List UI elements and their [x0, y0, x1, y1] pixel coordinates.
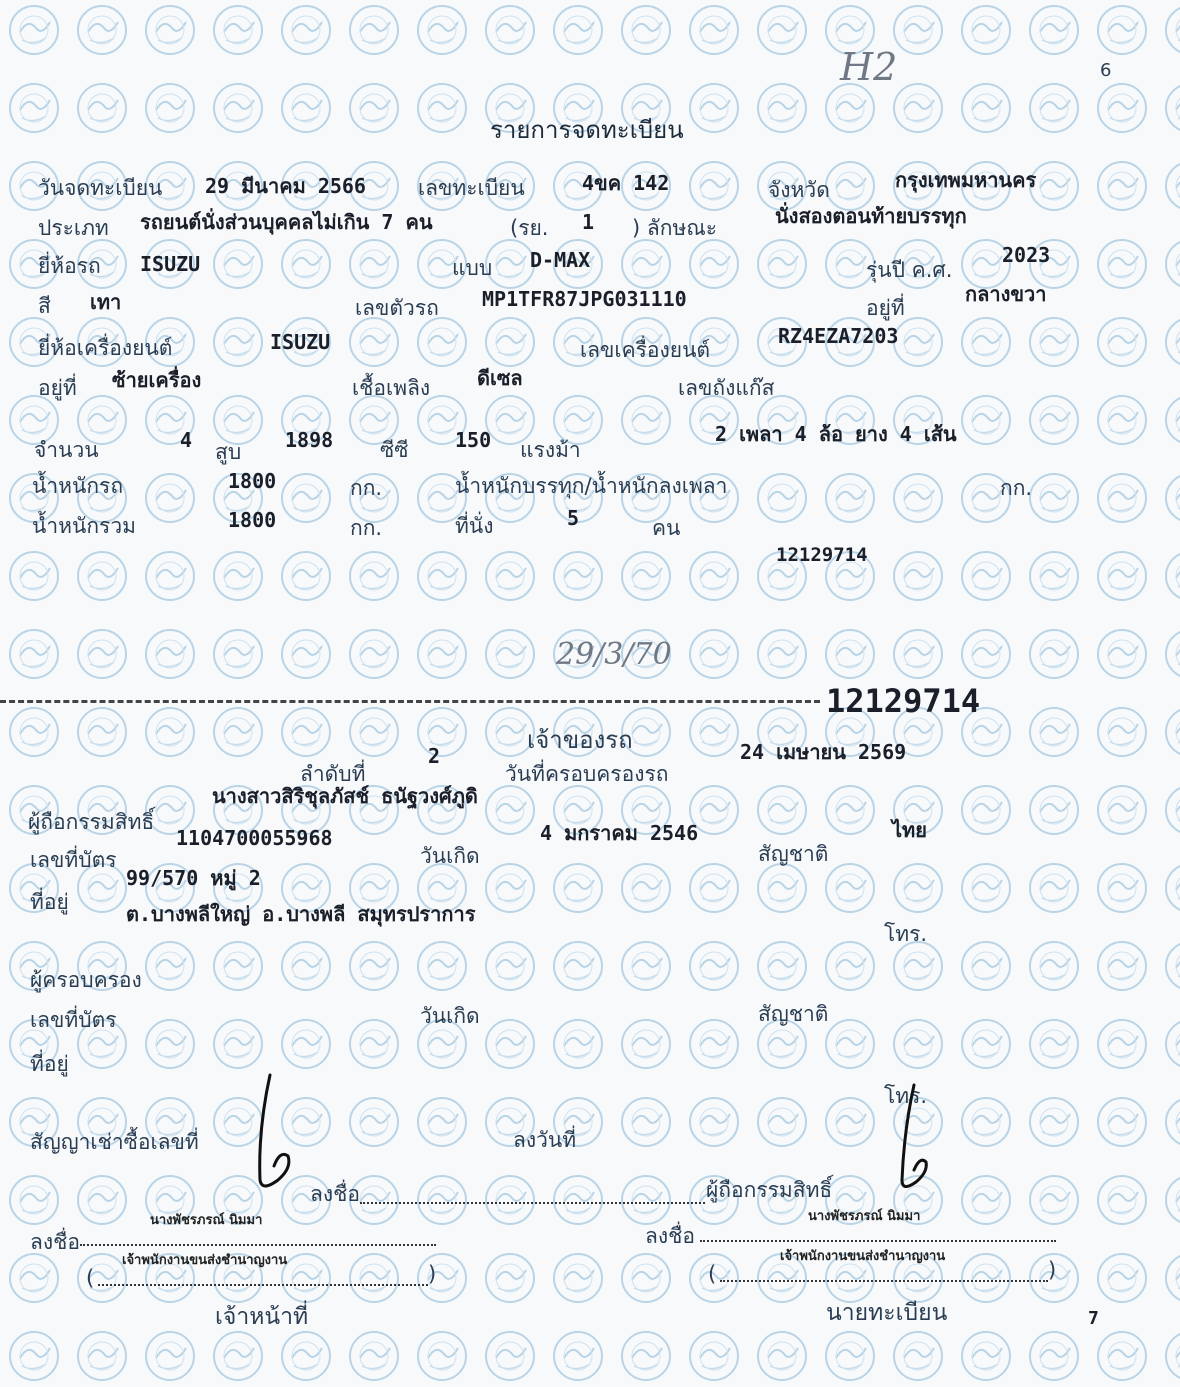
owner-address-label: ที่อยู่ [30, 890, 69, 914]
axles: 2 เพลา 4 ล้อ ยาง 4 เส้น [715, 422, 957, 446]
official-title-right: เจ้าพนักงานขนส่งชำนาญงาน [780, 1249, 946, 1264]
count-label: จำนวน [34, 438, 99, 462]
load-label: น้ำหนักบรรทุก/น้ำหนักลงเพลา [455, 474, 728, 498]
total-weight-label: น้ำหนักรวม [32, 514, 136, 538]
owner-nationality-label: สัญชาติ [758, 842, 829, 866]
owner-address-line1: 99/570 หมู่ 2 [126, 866, 261, 890]
ry-label: (รย. [510, 216, 549, 240]
cc-label: ซีซี [380, 438, 409, 462]
style: นั่งสองตอนท้ายบรรทุก [775, 204, 967, 228]
year-label: รุ่นปี ค.ศ. [866, 258, 953, 282]
cylinders-label: สูบ [215, 440, 242, 464]
owner-address-line2: ต.บางพลีใหญ่ อ.บางพลี สมุทรปราการ [126, 902, 476, 926]
engine-brand-label: ยี่ห้อเครื่องยนต์ [38, 336, 173, 360]
horsepower: 150 [455, 428, 492, 452]
type-label: ประเภท [38, 216, 109, 240]
ry-value: 1 [582, 210, 595, 234]
contract-label: สัญญาเช่าซื้อเลขที่ [30, 1130, 199, 1154]
sign-line-staff [80, 1244, 436, 1246]
engine-number: RZ4EZA7203 [778, 324, 899, 348]
sign-label-registrar: ลงชื่อ [645, 1224, 695, 1248]
paren-line-right [720, 1280, 1048, 1282]
signature-right [888, 1080, 958, 1200]
close-paren-right: ) [1048, 1258, 1057, 1282]
weight-kg: กก. [350, 476, 383, 500]
sequence-number: 2 [428, 744, 441, 768]
weight-label: น้ำหนักรถ [32, 474, 124, 498]
total-weight: 1800 [228, 508, 277, 532]
color: เทา [90, 290, 122, 314]
owner-id-label: เลขที่บัตร [30, 848, 117, 872]
sign-label-staff: ลงชื่อ [30, 1230, 80, 1254]
gas-tank-label: เลขถังแก๊ส [678, 376, 775, 400]
brand-label: ยี่ห้อรถ [38, 254, 101, 278]
seats: 5 [567, 506, 580, 530]
cylinders: 4 [180, 428, 193, 452]
engine-number-label: เลขเครื่องยนต์ [580, 338, 711, 362]
possessor-id-label: เลขที่บัตร [30, 1008, 117, 1032]
contract-date-label: ลงวันที่ [513, 1128, 577, 1152]
owner-heading: เจ้าของรถ [527, 726, 633, 754]
serial-cut: 12129714 [826, 682, 981, 720]
type: รถยนต์นั่งส่วนบุคคลไม่เกิน 7 คน [140, 210, 433, 234]
possession-label: วันที่ครอบครองรถ [505, 762, 669, 786]
open-paren-left: ( [86, 1266, 95, 1290]
owner-id: 1104700055968 [176, 826, 333, 850]
sequence-label: ลำดับที่ [300, 762, 366, 786]
weight: 1800 [228, 469, 277, 493]
possessor-label: ผู้ครอบครอง [30, 968, 142, 992]
fuel-label: เชื้อเพลิง [352, 376, 431, 400]
sign-line-owner [360, 1202, 705, 1204]
model-label: แบบ [452, 256, 493, 280]
registration-date: 29 มีนาคม 2566 [205, 174, 366, 198]
year: 2023 [1002, 243, 1051, 267]
load-kg: กก. [1000, 476, 1033, 500]
owner-dob-label: วันเกิด [420, 844, 480, 868]
owner-label: ผู้ถือกรรมสิทธิ์ [28, 810, 155, 834]
official-name-left: นางพัชรภรณ์ นิมมา [150, 1213, 263, 1228]
fuel: ดีเซล [477, 366, 523, 390]
sign-line-registrar [700, 1240, 1056, 1242]
open-paren-right: ( [708, 1262, 717, 1286]
possessor-tel-label: โทร. [884, 1084, 928, 1108]
staff-label: เจ้าหน้าที่ [215, 1304, 309, 1330]
plate: 4ขค 142 [582, 171, 670, 195]
document-title: รายการจดทะเบียน [490, 116, 684, 144]
owner-name: นางสาวสิริชุลภัสช์ ธนัฐวงศ์ภูดิ [212, 784, 478, 808]
handwritten-date: 29/3/70 [556, 637, 672, 672]
engine-location-label: อยู่ที่ [38, 376, 77, 400]
plate-label: เลขทะเบียน [418, 176, 525, 200]
possession-date-value: 24 เมษายน 2569 [740, 740, 907, 764]
page-number-bottom: 7 [1088, 1308, 1099, 1329]
owner-dob: 4 มกราคม 2546 [540, 821, 699, 845]
cc: 1898 [285, 428, 334, 452]
sign-label-owner: ลงชื่อ [310, 1182, 360, 1206]
possessor-nationality-label: สัญชาติ [758, 1002, 829, 1026]
page-number-top: 6 [1100, 60, 1112, 81]
official-title-left: เจ้าพนักงานขนส่งชำนาญงาน [122, 1253, 288, 1268]
engine-brand: ISUZU [270, 330, 331, 354]
brand: ISUZU [140, 252, 201, 276]
registration-date-label: วันจดทะเบียน [38, 176, 163, 200]
chassis-label: เลขตัวรถ [355, 296, 439, 320]
chassis-location: กลางขวา [965, 282, 1047, 306]
horsepower-label: แรงม้า [520, 438, 581, 462]
style-label: ) ลักษณะ [632, 216, 718, 240]
paren-line-left [98, 1284, 428, 1286]
possessor-dob-label: วันเกิด [420, 1004, 480, 1028]
handwritten-mark: H2 [840, 45, 898, 89]
engine-location: ซ้ายเครื่อง [112, 368, 202, 392]
owner-tel-label: โทร. [884, 922, 928, 946]
possessor-address-label: ที่อยู่ [30, 1052, 69, 1076]
serial-number: 12129714 [776, 544, 868, 566]
chassis-location-label: อยู่ที่ [866, 296, 905, 320]
signature-left [240, 1070, 310, 1200]
province: กรุงเทพมหานคร [895, 168, 1037, 192]
color-label: สี [38, 294, 51, 318]
cut-line [0, 700, 820, 703]
official-name-right: นางพัชรภรณ์ นิมมา [808, 1209, 921, 1224]
close-paren-left: ) [428, 1262, 437, 1286]
registrar-label: นายทะเบียน [826, 1300, 948, 1326]
model: D-MAX [530, 248, 591, 272]
seats-label: ที่นั่ง [455, 514, 494, 538]
province-label: จังหวัด [768, 178, 830, 202]
person-label: คน [652, 516, 681, 540]
holder-label: ผู้ถือกรรมสิทธิ์ [706, 1178, 833, 1202]
chassis: MP1TFR87JPG031110 [482, 287, 687, 311]
possession-date [740, 742, 906, 763]
total-weight-kg: กก. [350, 516, 383, 540]
owner-nationality: ไทย [892, 818, 927, 842]
serial-cut-clip [826, 676, 1016, 720]
